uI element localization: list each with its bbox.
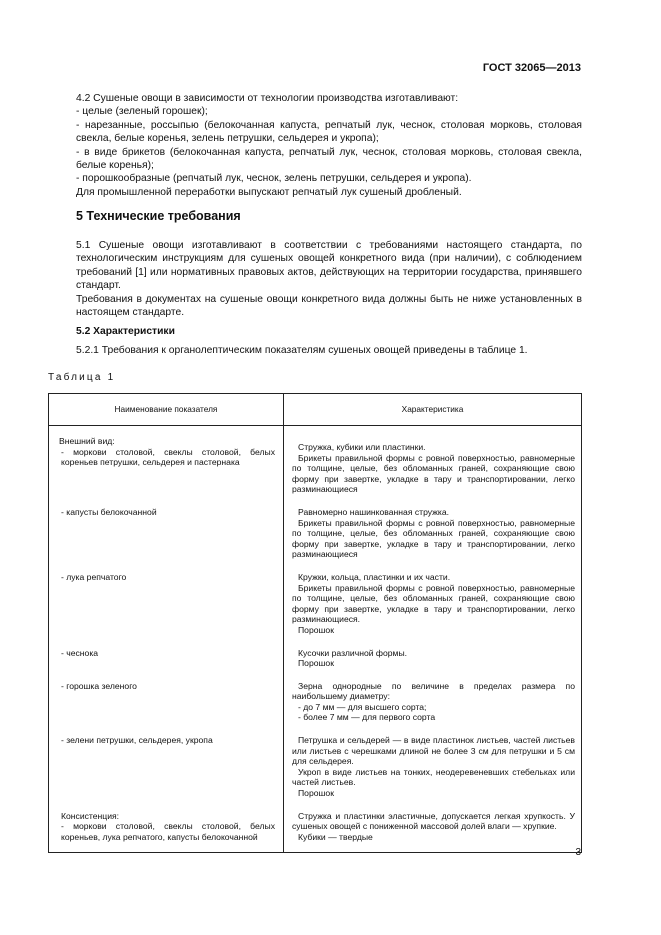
characteristic-text: Порошок [298, 624, 334, 635]
characteristic-text: Стружка, кубики или пластинки. [298, 442, 426, 452]
characteristic-cell [284, 733, 582, 809]
table-row [49, 809, 582, 853]
indicator-text: - лука репчатого [61, 571, 127, 582]
characteristic-text: Брикеты правильной формы с ровной поверхностью, равномерные по толщине, целые, без обломанных граней, сохраняющие свою форму при завертке, укладке в тару и транспортировании, легко разминающиеся [292, 517, 575, 560]
paragraph: 5.1 Сушеные овощи изготавливают в соответствии с требованиями настоящего стандарта, по технологическим инструкциям для сушеных овощей конкретного вида (при наличии), с соблюдением требований [1] или нормативных правовых актов, действующих на территории государства, принявшего стандарт. [76, 240, 582, 292]
paragraph: - нарезанные, россыпью (белокочанная капуста, репчатый лук, чеснок, столовая морковь, столовая свекла, белые коренья, зелень петрушки, сельдерея и укропа); [76, 119, 582, 145]
indicator-cell [49, 679, 284, 733]
table-caption: Таблица 1 [48, 372, 116, 383]
characteristic-cell [284, 646, 582, 679]
indicator-text: Внешний вид: [59, 436, 115, 446]
paragraph: Для промышленной переработки выпускают репчатый лук сушеный дробленый. [76, 186, 462, 198]
characteristic-text: - до 7 мм — для высшего сорта; [298, 701, 427, 712]
paragraph: - в виде брикетов (белокочанная капуста, репчатый лук, чеснок, столовая морковь, столовая свекла, белые коренья); [76, 146, 582, 172]
indicator-cell [49, 646, 284, 679]
paragraph-5-2-1: 5.2.1 Требования к органолептическим показателям сушеных овощей приведены в таблице 1. [76, 345, 528, 356]
indicator-text: - зелени петрушки, сельдерея, укропа [61, 735, 213, 746]
table-row [49, 570, 582, 646]
table-row [49, 505, 582, 570]
table-row [49, 646, 582, 679]
column-header: Наименование показателя [49, 394, 284, 426]
indicator-text: - моркови столовой, свеклы столовой, белых кореньев петрушки, сельдерея и пастернака [61, 446, 275, 468]
indicator-cell [49, 570, 284, 646]
characteristic-text: Кусочки различной формы. [298, 647, 408, 658]
paragraph: - порошкообразные (репчатый лук, чеснок, зелень петрушки, сельдерея и укропа). [76, 173, 472, 185]
paragraph: - целые (зеленый горошек); [76, 106, 208, 118]
characteristic-cell [284, 505, 582, 570]
indicator-cell [49, 426, 284, 505]
characteristic-cell [284, 426, 582, 505]
table-row [49, 733, 582, 809]
indicator-cell [49, 809, 284, 853]
indicator-text: - горошка зеленого [61, 680, 137, 691]
characteristic-text: - более 7 мм — для первого сорта [298, 712, 436, 723]
characteristic-cell [284, 570, 582, 646]
characteristic-text: Стружка и пластинки эластичные, допускается легкая хрупкость. У сушеных овощей с пониженной массовой долей влаги — хрупкие. [292, 810, 575, 832]
characteristic-text: Укроп в виде листьев на тонких, неодеревеневших стебельках или частей листьев. [292, 766, 575, 788]
section-5-2-title: 5.2 Характеристики [76, 326, 175, 337]
table-row [49, 679, 582, 733]
section-5-title: 5 Технические требования [76, 209, 241, 223]
characteristic-cell [284, 809, 582, 853]
page-number: 3 [575, 847, 581, 858]
paragraph: 4.2 Сушеные овощи в зависимости от технологии производства изготавливают: [76, 93, 459, 104]
paragraph: Требования в документах на сушеные овощи конкретного вида должны быть не ниже установленных в настоящем стандарте. [76, 293, 582, 319]
characteristic-text: Кубики — твердые [298, 831, 373, 842]
indicator-cell [49, 505, 284, 570]
table-header-row [49, 394, 582, 426]
characteristic-text: Брикеты правильной формы с ровной поверхностью, равномерные по толщине, целые, без обломанных граней, сохраняющие свою форму при завертке, укладке в тару и транспортировании, легко разминающиеся. [292, 582, 575, 625]
section-4-2 [76, 92, 582, 199]
section-5-1 [76, 239, 582, 319]
indicator-cell [49, 733, 284, 809]
document-code: ГОСТ 32065—2013 [482, 62, 581, 74]
characteristic-cell [284, 679, 582, 733]
characteristic-text: Порошок [298, 788, 334, 799]
organoleptic-table [48, 393, 582, 853]
indicator-text: - моркови столовой, свеклы столовой, белых кореньев, лука репчатого, капусты белокочанной [61, 821, 275, 842]
characteristic-text: Порошок [298, 658, 334, 669]
characteristic-text: Равномерно нашинкованная стружка. [298, 506, 450, 517]
characteristic-text: Петрушка и сельдерей — в виде пластинок листьев, частей листьев или листьев с черешками длиной не более 3 см для петрушки и 5 см для сельдерея. [292, 735, 575, 767]
table-row [49, 426, 582, 505]
indicator-text: Консистенция: [61, 810, 120, 821]
indicator-text: - чеснока [61, 647, 99, 658]
characteristic-text: Зерна однородные по величине в пределах размера по наибольшему диаметру: [292, 680, 575, 702]
indicator-text: - капусты белокочанной [61, 506, 157, 517]
column-header: Характеристика [284, 394, 582, 426]
characteristic-text: Брикеты правильной формы с ровной поверхностью, равномерные по толщине, целые, без обломанных граней, сохраняющие свою форму при завертке, укладке в тару и транспортировании, легко разминающиеся [292, 452, 575, 495]
characteristic-text: Кружки, кольца, пластинки и их части. [298, 571, 451, 582]
